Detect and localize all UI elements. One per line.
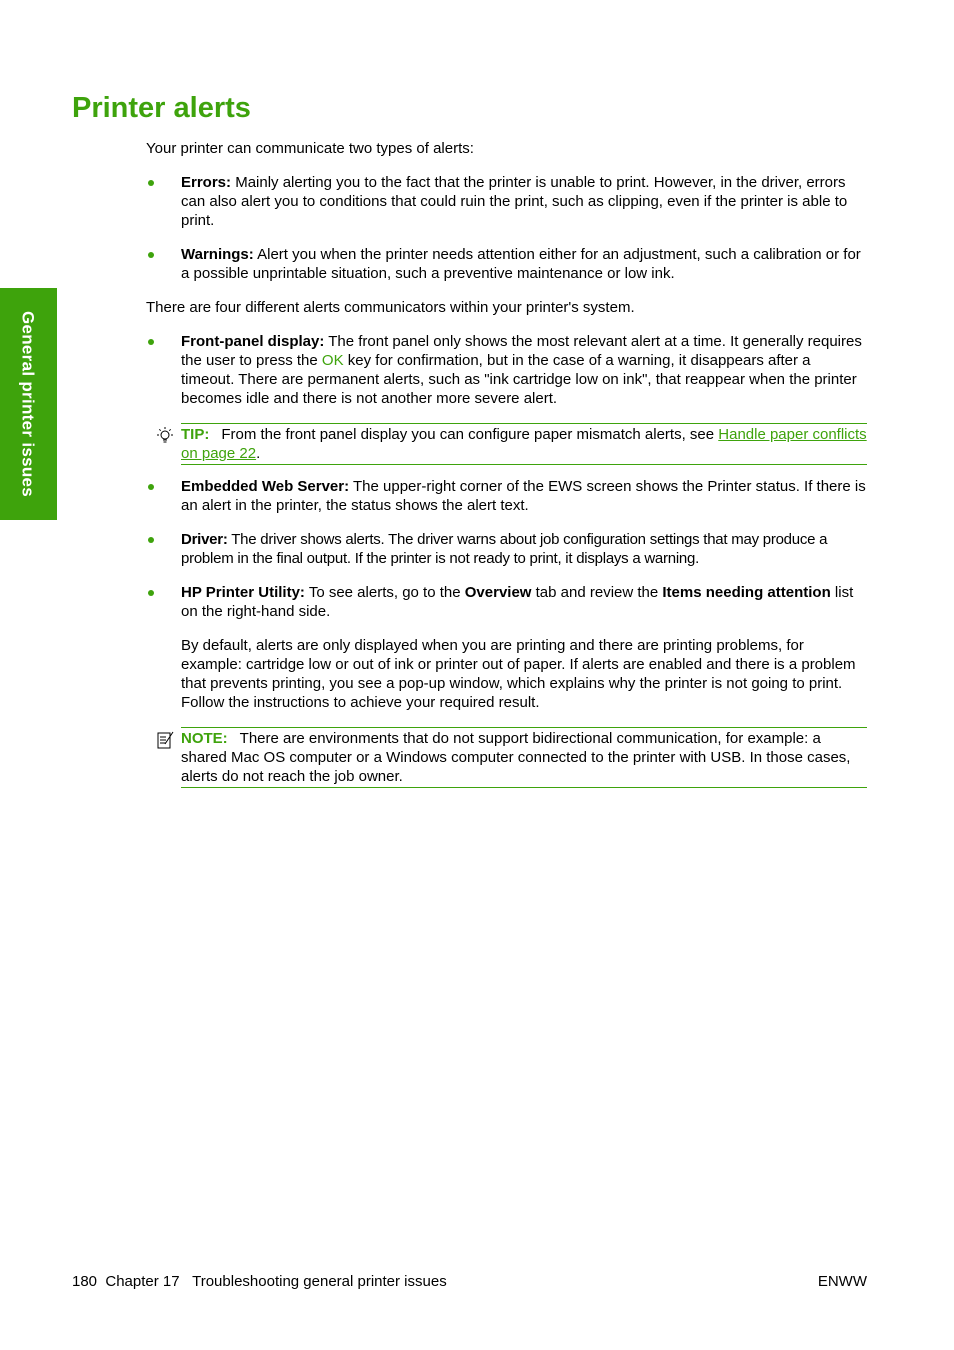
desc-driver: The driver shows alerts. The driver warns about job configuration settings that may produce a problem in the final output. If the printer is not ready to print, it displays a warning. xyxy=(181,531,828,567)
term-front-panel: Front-panel display: xyxy=(181,333,325,350)
desc-utility-b: tab and review the xyxy=(531,584,663,601)
footer-left xyxy=(72,1272,447,1291)
footer-right: ENWW xyxy=(817,1273,867,1290)
desc-front-panel-b: key for confirmation, but in the case of a warning, it disappears after a timeout. There are permanent alerts, such as "ink cartridge low on ink", that reappear when the printer becomes idle and there is not another more severe alert. xyxy=(181,352,857,407)
default-alerts-text: By default, alerts are only displayed when you are printing and there are printing problems, for example: cartridge low or out of ink or printer out of paper. If alerts are enabled and there is a problem that prevents printing, you see a pop-up window, which explains why the printer is not going to print. Follow the instructions to achieve your required result. xyxy=(181,637,856,711)
term-errors: Errors: xyxy=(181,174,232,191)
desc-errors: Mainly alerting you to the fact that the printer is unable to print. However, in the driver, errors can also alert you to conditions that could ruin the print, such as clipping, even if the printer is able to print. xyxy=(181,174,848,229)
items-needing-attention-label: Items needing attention xyxy=(662,584,831,601)
note-callout xyxy=(181,727,867,788)
list-item-ews xyxy=(146,477,868,515)
chapter-title: Troubleshooting general printer issues xyxy=(192,1273,447,1290)
side-tab-label: General printer issues xyxy=(18,310,38,498)
communicators-intro: There are four different alerts communicators within your printer's system. xyxy=(146,299,635,316)
chapter-number: Chapter 17 xyxy=(105,1273,180,1290)
page-title: Printer alerts xyxy=(72,92,251,124)
bullet-icon xyxy=(148,252,154,258)
bullet-icon xyxy=(148,180,154,186)
desc-ews: The upper-right corner of the EWS screen shows the Printer status. If there is an alert in the printer, the status shows the alert text. xyxy=(181,478,866,514)
tip-callout xyxy=(181,423,867,465)
list-item-driver xyxy=(146,530,868,568)
intro-text: Your printer can communicate two types of alerts: xyxy=(146,140,474,157)
desc-utility-c: list on the right-hand side. xyxy=(181,584,854,620)
overview-tab-label: Overview xyxy=(464,584,532,601)
list-item-errors xyxy=(146,173,868,230)
lightbulb-icon xyxy=(155,426,175,446)
bullet-icon xyxy=(148,537,154,543)
bullet-icon xyxy=(148,590,154,596)
list-item-front-panel xyxy=(146,332,868,408)
handle-paper-conflicts-link[interactable]: Handle paper conflicts on page 22 xyxy=(181,426,867,462)
tip-text: From the front panel display you can configure paper mismatch alerts, see xyxy=(221,426,719,443)
term-warnings: Warnings: xyxy=(181,246,254,263)
bullet-icon xyxy=(148,339,154,345)
list-item-utility xyxy=(146,583,868,621)
term-utility: HP Printer Utility: xyxy=(181,584,305,601)
note-label: NOTE: xyxy=(181,730,228,747)
desc-front-panel-a: The front panel only shows the most relevant alert at a time. It generally requires the user to press the xyxy=(181,333,862,369)
term-driver: Driver: xyxy=(181,531,228,548)
note-icon xyxy=(155,730,175,750)
bullet-icon xyxy=(148,484,154,490)
tip-end: . xyxy=(256,445,261,462)
note-text: There are environments that do not support bidirectional communication, for example: a shared Mac OS computer or a Windows computer connected to the printer with USB. In those cases, alerts do not reach the job owner. xyxy=(181,730,851,785)
page-number: 180 xyxy=(72,1273,98,1290)
term-ews: Embedded Web Server: xyxy=(181,478,350,495)
list-item-warnings xyxy=(146,245,868,283)
side-tab xyxy=(0,288,57,520)
tip-label: TIP: xyxy=(181,426,210,443)
desc-utility-a: To see alerts, go to the xyxy=(304,584,465,601)
ok-key-label: OK xyxy=(321,352,344,369)
desc-warnings: Alert you when the printer needs attention either for an adjustment, such a calibration or for a possible unprintable situation, such a preventive maintenance or low ink. xyxy=(181,246,861,282)
